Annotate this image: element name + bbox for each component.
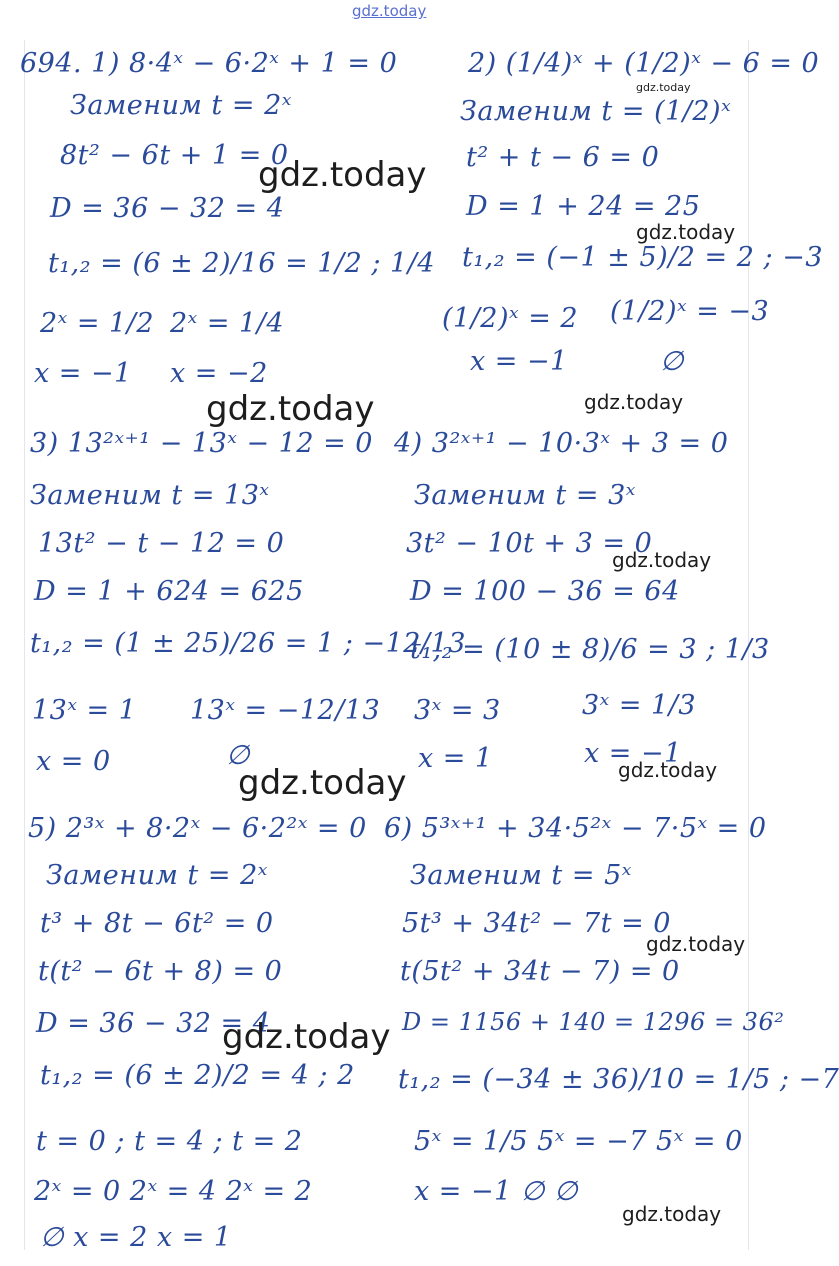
problem-1-case-b: 2ˣ = 1/4 [170,308,285,339]
problem-2-equation: t² + t − 6 = 0 [466,142,660,173]
problem-2-answer-b: ∅ [660,346,685,377]
problem-1-title: 694. 1) 8·4ˣ − 6·2ˣ + 1 = 0 [20,48,398,79]
problem-6-title: 6) 5³ˣ⁺¹ + 34·5²ˣ − 7·5ˣ = 0 [384,813,767,844]
top-watermark: gdz.today [352,2,427,20]
watermark: gdz.today [222,1017,391,1057]
problem-4-answer-a: x = 1 [418,743,493,774]
margin-line [24,40,25,1250]
problem-3-substitution: Заменим t = 13ˣ [30,480,270,511]
problem-1-case-a: 2ˣ = 1/2 [40,308,155,339]
problem-2-discriminant: D = 1 + 24 = 25 [466,191,701,222]
problem-1-equation: 8t² − 6t + 1 = 0 [60,140,289,171]
problem-2-case-b: (1/2)ˣ = −3 [610,296,770,327]
watermark: gdz.today [584,390,684,414]
problem-5-exponential-cases: 2ˣ = 0 2ˣ = 4 2ˣ = 2 [34,1176,313,1207]
problem-1-answer-b: x = −2 [170,358,268,389]
problem-5-roots: t₁,₂ = (6 ± 2)/2 = 4 ; 2 [40,1060,355,1091]
problem-4-case-b: 3ˣ = 1/3 [582,690,697,721]
problem-4-discriminant: D = 100 − 36 = 64 [410,576,680,607]
problem-6-answers: x = −1 ∅ ∅ [414,1176,579,1207]
watermark: gdz.today [258,155,427,195]
problem-4-title: 4) 3²ˣ⁺¹ − 10·3ˣ + 3 = 0 [394,428,729,459]
problem-6-discriminant: D = 1156 + 140 = 1296 = 36² [402,1008,785,1036]
problem-5-factored: t(t² − 6t + 8) = 0 [38,956,283,987]
watermark: gdz.today [206,389,375,429]
watermark: gdz.today [238,763,407,803]
problem-3-title: 3) 13²ˣ⁺¹ − 13ˣ − 12 = 0 [30,428,373,459]
problem-3-roots: t₁,₂ = (1 ± 25)/26 = 1 ; −12/13 [30,628,466,659]
problem-3-answer-a: x = 0 [36,746,111,777]
problem-4-equation: 3t² − 10t + 3 = 0 [406,528,653,559]
problem-5-answers: ∅ x = 2 x = 1 [40,1222,232,1253]
problem-5-discriminant: D = 36 − 32 = 4 [36,1008,271,1039]
watermark: gdz.today [612,548,712,572]
problem-3-equation: 13t² − t − 12 = 0 [38,528,285,559]
problem-4-substitution: Заменим t = 3ˣ [414,480,636,511]
problem-2-title: 2) (1/4)ˣ + (1/2)ˣ − 6 = 0 [468,48,820,79]
problem-5-cases: t = 0 ; t = 4 ; t = 2 [36,1126,303,1157]
problem-2-case-a: (1/2)ˣ = 2 [442,303,579,334]
problem-2-answer-a: x = −1 [470,346,568,377]
problem-5-title: 5) 2³ˣ + 8·2ˣ − 6·2²ˣ = 0 [28,813,367,844]
watermark: gdz.today [636,81,691,94]
problem-4-answer-b: x = −1 [584,738,682,769]
watermark: gdz.today [646,932,746,956]
problem-2-roots: t₁,₂ = (−1 ± 5)/2 = 2 ; −3 [462,242,824,273]
problem-4-case-a: 3ˣ = 3 [414,695,501,726]
problem-5-equation: t³ + 8t − 6t² = 0 [40,908,274,939]
problem-4-roots: t₁,₂ = (10 ± 8)/6 = 3 ; 1/3 [410,634,770,665]
watermark: gdz.today [622,1202,722,1226]
problem-1-discriminant: D = 36 − 32 = 4 [50,193,285,224]
problem-3-discriminant: D = 1 + 624 = 625 [34,576,304,607]
problem-3-answer-b: ∅ [226,740,251,771]
problem-6-equation: 5t³ + 34t² − 7t = 0 [402,908,671,939]
problem-1-roots: t₁,₂ = (6 ± 2)/16 = 1/2 ; 1/4 [48,248,435,279]
problem-5-substitution: Заменим t = 2ˣ [46,860,268,891]
problem-3-case-b: 13ˣ = −12/13 [190,695,381,726]
problem-1-answer-a: x = −1 [34,358,132,389]
problem-6-roots: t₁,₂ = (−34 ± 36)/10 = 1/5 ; −7 [398,1064,839,1095]
problem-1-substitution: Заменим t = 2ˣ [70,90,292,121]
watermark: gdz.today [636,220,736,244]
problem-2-substitution: Заменим t = (1/2)ˣ [460,96,732,127]
problem-6-exponential-cases: 5ˣ = 1/5 5ˣ = −7 5ˣ = 0 [414,1126,743,1157]
problem-3-case-a: 13ˣ = 1 [32,695,137,726]
problem-6-factored: t(5t² + 34t − 7) = 0 [400,956,680,987]
problem-6-substitution: Заменим t = 5ˣ [410,860,632,891]
watermark: gdz.today [618,758,718,782]
